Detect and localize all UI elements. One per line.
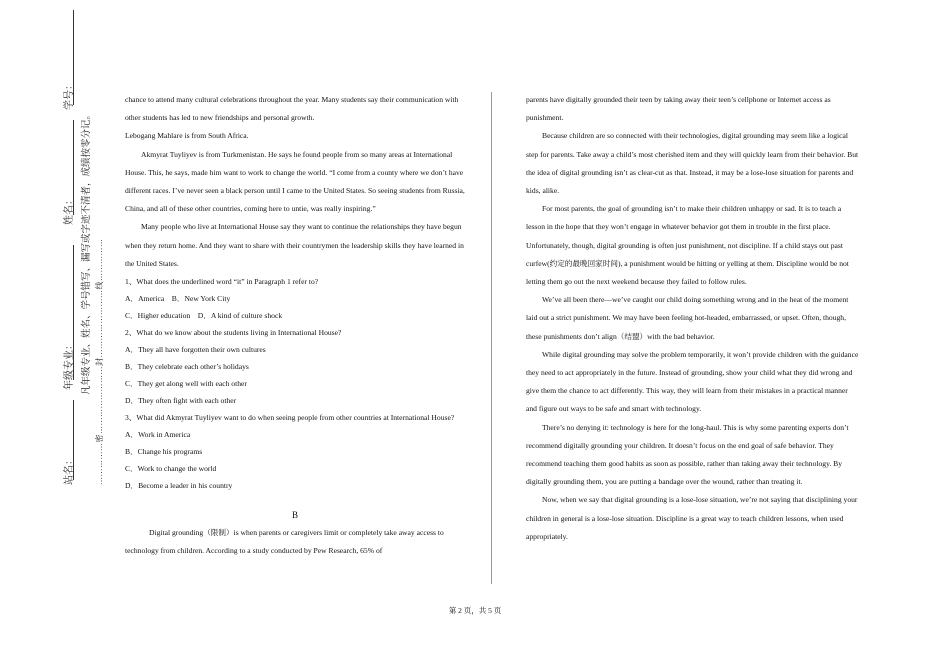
paragraph: There’s no denying it: technology is here for the long-haul. This is why some parenting experts don’t recommend digitally grounding your children. It doesn’t focus on the end goal of safe behavior. They recommend teaching them good habits as soon as possible, rather than taking away their technology. By digitally grounding them, you are putting a bandage over the wound, rather than treating it. bbox=[526, 422, 849, 487]
station-line bbox=[73, 400, 74, 480]
question-option: C．Work to change the world bbox=[125, 464, 217, 474]
exam-number-line bbox=[73, 10, 74, 105]
question-option: B．They celebrate each other’s holidays bbox=[125, 362, 249, 372]
paragraph: Digital grounding（限制）is when parents or caregivers limit or completely take away access to technology from children. According to a study conducted by Pew Research, 65% of bbox=[125, 528, 444, 556]
paragraph: chance to attend many cultural celebrations throughout the year. Many students say their communication with other students has led to new friendships and personal growth. bbox=[125, 95, 459, 123]
question-option: A．They all have forgotten their own cultures bbox=[125, 345, 266, 355]
question-option: C．Higher education D．A kind of culture shock bbox=[125, 311, 283, 321]
column-divider bbox=[491, 92, 492, 584]
name-label: 姓名： bbox=[64, 195, 75, 225]
binding-margin bbox=[0, 0, 110, 672]
station-label: 站名： bbox=[64, 455, 75, 485]
question-stem: 2、What do we know about the students living in International House? bbox=[125, 328, 342, 338]
grade-major-line bbox=[73, 245, 74, 380]
question-option: D．They often fight with each other bbox=[125, 396, 237, 406]
question-option: D．Become a leader in his country bbox=[125, 481, 233, 491]
instruction-text: 凡年级专业、姓名、学号错写、漏写或字迹不清者，成绩按零分记。 bbox=[82, 109, 92, 395]
paragraph: Akmyrat Tuyliyev is from Turkmenistan. He says he found people from so many areas at International House. This, he says, made him want to work to change the world. “I come from a county where we don’t have different races. I’ve never seen a black person until I came to the United States. So seeing students from Russia, China, and all of these other countries, coming here to untie, was really inspiring.” bbox=[125, 149, 465, 214]
left-column bbox=[125, 91, 465, 561]
question-option: B．Change his programs bbox=[125, 447, 203, 457]
paragraph: Many people who live at International House say they want to continue the relationships they have begun when they return home. And they want to share with their countrymen the leadership skills they have learned in the United States. bbox=[125, 222, 464, 268]
page-footer: 第 2 页，共 5 页 bbox=[448, 606, 502, 615]
question-stem: 3、What did Akmyrat Tuyliyev want to do when seeing people from other countries at International House? bbox=[125, 413, 455, 423]
paragraph: parents have digitally grounded their teen by taking away their teen’s cellphone or Internet access as punishment. bbox=[526, 95, 831, 123]
question-option: C．They get along well with each other bbox=[125, 379, 247, 389]
right-column bbox=[526, 91, 859, 546]
paragraph: While digital grounding may solve the problem temporarily, it won’t provide children with the guidance they need to act appropriately in the future. Instead of grounding, show your child what they did wrong and give them the chance to act differently. This way, they will learn from their mistakes in a practical manner and figure out ways to be safe and smart with technology. bbox=[526, 349, 859, 414]
paragraph: Lebogang Mahlare is from South Africa. bbox=[125, 131, 249, 141]
paragraph: Because children are so connected with their technologies, digital grounding may seem like a logical step for parents. Take away a child’s most cherished item and they will quickly learn from their behavior. But the idea of digital grounding isn’t as clear-cut as that. Instead, it may be a lose-lose situation for parents and kids, alike. bbox=[526, 131, 859, 196]
name-line bbox=[73, 120, 74, 215]
question-option: A．America B．New York City bbox=[125, 294, 231, 304]
question-option: A．Work in America bbox=[125, 430, 191, 440]
grade-major-label: 年级专业： bbox=[64, 340, 75, 390]
question-stem: 1、What does the underlined word “it” in Paragraph 1 refer to? bbox=[125, 277, 319, 287]
section-b-title: B bbox=[291, 510, 298, 521]
exam-number-label: 学号： bbox=[64, 80, 75, 110]
paragraph: For most parents, the goal of grounding isn’t to make their children unhappy or sad. It is to teach a lesson in the hope that they won’t engage in whatever behavior got them in trouble in the first place. Unfortunately, though, digital grounding is often just punishment, not discipline. If a child stays out past curfew(约定的最晚回家时间), a punishment would be hitting or yelling at them. Discipline would be not letting them go out the next weekend because they failed to follow rules. bbox=[526, 204, 849, 287]
paragraph: We’ve all been there—we’ve caught our child doing something wrong and in the heat of the moment laid out a strict punishment. We may have been feeling hot-headed, embarrassed, or upset. Often, though, these punishments don’t align（结盟）with the bad behavior. bbox=[526, 295, 849, 341]
seal-line-text: ……………密……………………封……………………线…………… bbox=[95, 238, 104, 485]
paragraph: Now, when we say that digital grounding is a lose-lose situation, we’re not saying that disciplining your children in general is a lose-lose situation. Discipline is a great way to teach children lessons, when used appropriately. bbox=[526, 495, 858, 541]
